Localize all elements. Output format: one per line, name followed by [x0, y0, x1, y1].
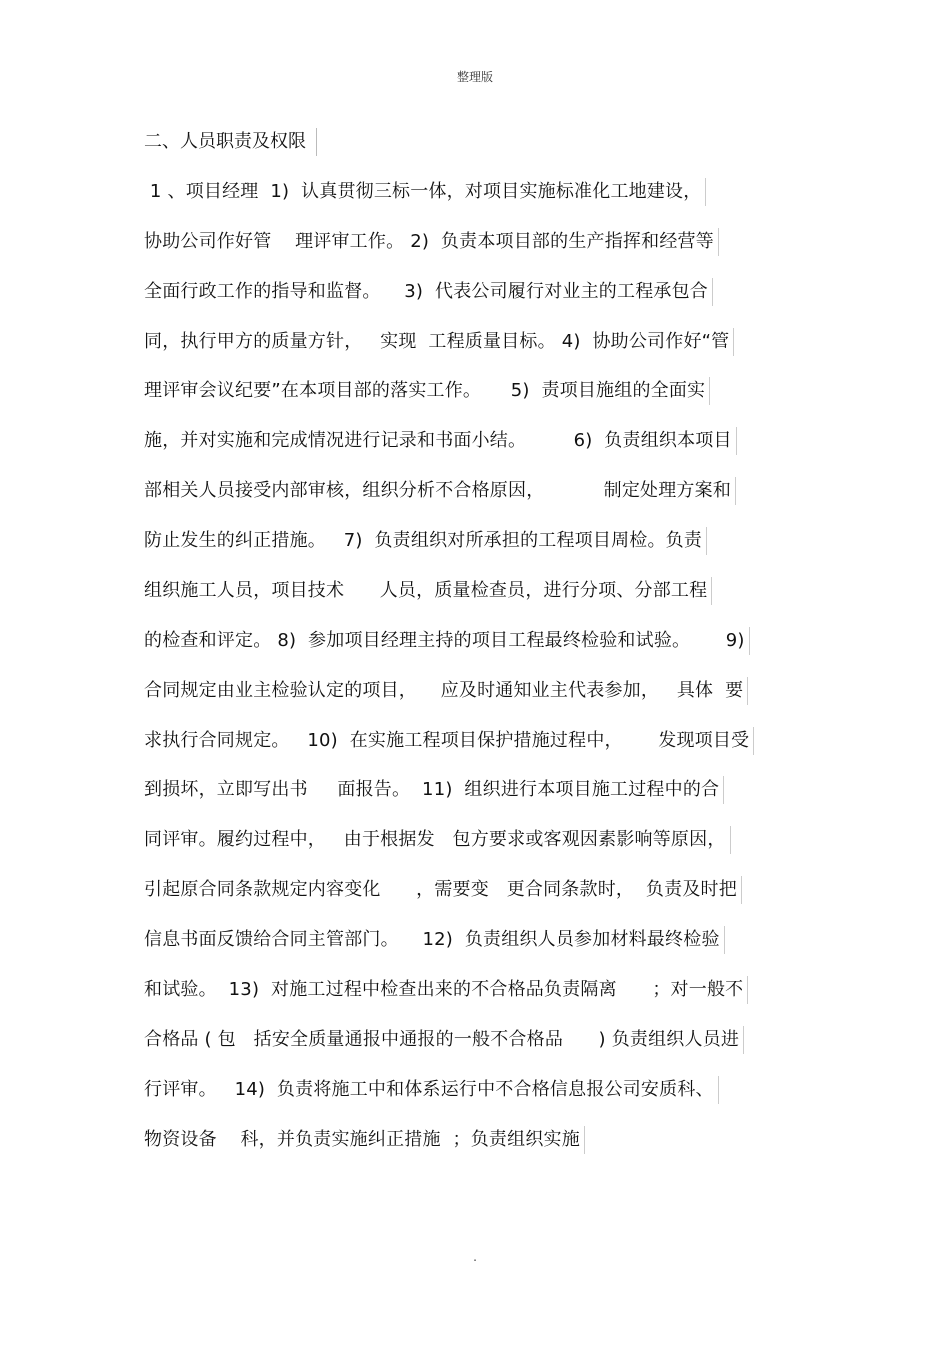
body-line: 求执行合同规定。 10) 在实施工程项目保护措施过程中， 发现项目受 [144, 727, 754, 755]
body-line: 组织施工人员，项目技术 人员，质量检查员，进行分项、分部工程 [144, 577, 712, 605]
body-line: 防止发生的纠正措施。 7) 负责组织对所承担的工程项目周检。负责 [144, 527, 707, 555]
body-line: 的检查和评定。 8) 参加项目经理主持的项目工程最终检验和试验。 9) [144, 627, 750, 655]
body-line: 部相关人员接受内部审核，组织分析不合格原因， 制定处理方案和 [144, 477, 736, 505]
section-heading: 二、人员职责及权限 [144, 128, 317, 156]
body-line: 施，并对实施和完成情况进行记录和书面小结。 6) 负责组织本项目 [144, 427, 737, 455]
body-line: 1 、项目经理 1) 认真贯彻三标一体，对项目实施标准化工地建设， [144, 178, 706, 206]
body-line: 信息书面反馈给合同主管部门。 12) 负责组织人员参加材料最终检验 [144, 926, 725, 954]
body-line: 引起原合同条款规定内容变化 ，需要变 更合同条款时， 负责及时把 [144, 876, 742, 904]
body-line: 到损坏，立即写出书 面报告。 11) 组织进行本项目施工过程中的合 [144, 776, 724, 804]
body-line: 合同规定由业主检验认定的项目， 应及时通知业主代表参加， 具体 要 [144, 677, 748, 705]
body-line: 协助公司作好管 理评审工作。 2) 负责本项目部的生产指挥和经营等 [144, 228, 719, 256]
body-line: 和试验。 13) 对施工过程中检查出来的不合格品负责隔离 ；对一般不 [144, 976, 748, 1004]
page-header: 整理版 [456, 70, 493, 84]
body-line: 全面行政工作的指导和监督。 3) 代表公司履行对业主的工程承包合 [144, 278, 713, 306]
body-line: 行评审。 14) 负责将施工中和体系运行中不合格信息报公司安质科、 [144, 1076, 719, 1104]
page-footer-mark: . [473, 1250, 477, 1264]
body-line: 物资设备 科，并负责实施纠正措施 ；负责组织实施 [144, 1126, 585, 1154]
body-line: 合格品 ( 包 括安全质量通报中通报的一般不合格品 ) 负责组织人员进 [144, 1026, 744, 1054]
body-line: 同评审。履约过程中， 由于根据发 包方要求或客观因素影响等原因， [144, 826, 731, 854]
body-line: 同，执行甲方的质量方针， 实现 工程质量目标。 4) 协助公司作好“管 [144, 328, 734, 356]
body-line: 理评审会议纪要”在本项目部的落实工作。 5) 责项目施组的全面实 [144, 377, 710, 405]
